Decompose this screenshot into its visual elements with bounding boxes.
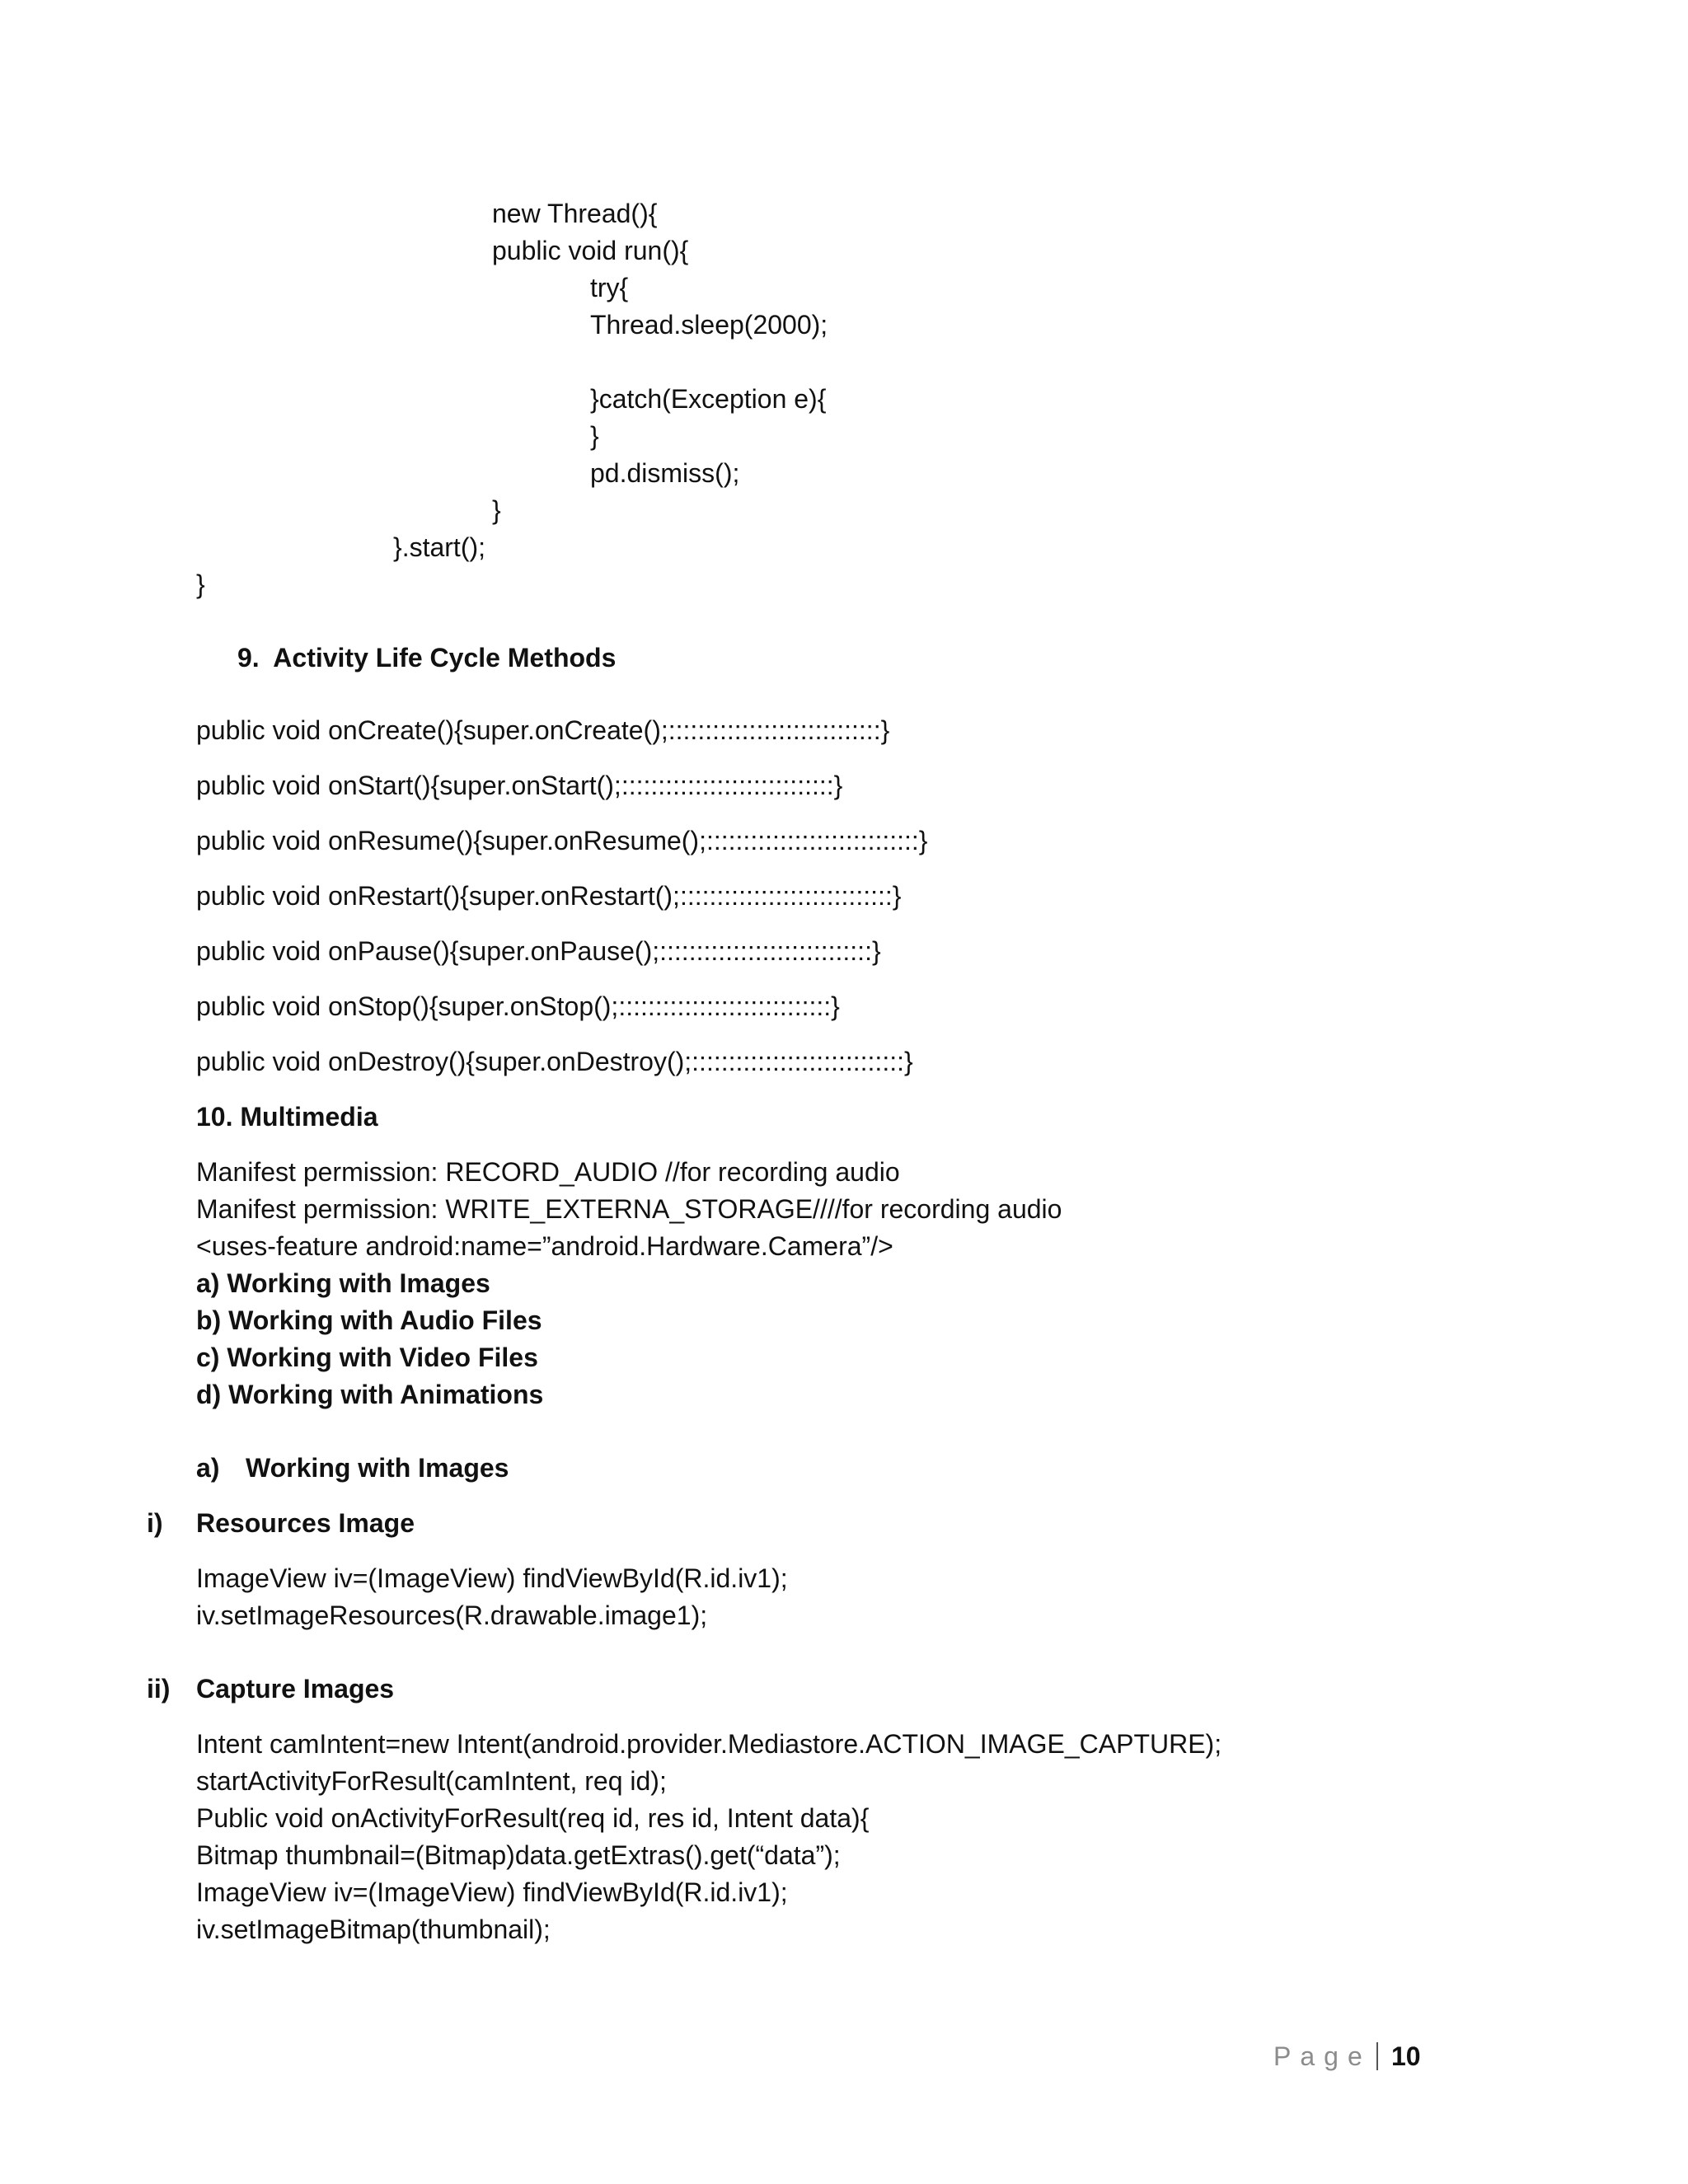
method-line: public void onRestart(){super.onRestart();:::::::::::::::::::::::::::::}: [196, 881, 902, 911]
method-line: public void onCreate(){super.onCreate();:::::::::::::::::::::::::::::}: [196, 715, 890, 745]
code-line: }catch(Exception e){: [590, 384, 827, 414]
method-line: public void onPause(){super.onPause();:::::::::::::::::::::::::::::}: [196, 936, 881, 966]
manifest-line: Manifest permission: RECORD_AUDIO //for recording audio: [196, 1157, 900, 1187]
code-line: ImageView iv=(ImageView) findViewById(R.id.iv1);: [196, 1877, 788, 1907]
code-line: Thread.sleep(2000);: [590, 310, 828, 340]
sub-heading: Working with Images: [246, 1453, 509, 1483]
code-line: }: [590, 421, 599, 451]
manifest-line: Manifest permission: WRITE_EXTERNA_STORAGE////for recording audio: [196, 1194, 1062, 1224]
sub-heading: Resources Image: [196, 1508, 415, 1538]
manifest-line: <uses-feature android:name=”android.Hardware.Camera”/>: [196, 1231, 893, 1261]
code-line: try{: [590, 273, 629, 302]
footer-divider: [1376, 2042, 1378, 2070]
sub-heading: Capture Images: [196, 1674, 395, 1704]
code-line: pd.dismiss();: [590, 458, 740, 488]
code-line: }.start();: [393, 532, 486, 562]
method-line: public void onStart(){super.onStart();:::::::::::::::::::::::::::::}: [196, 771, 843, 800]
method-line: public void onDestroy(){super.onDestroy();:::::::::::::::::::::::::::::}: [196, 1047, 913, 1076]
list-marker: i): [147, 1508, 163, 1538]
code-line: public void run(){: [492, 236, 689, 265]
topic-item: c) Working with Video Files: [196, 1343, 538, 1372]
code-line: Bitmap thumbnail=(Bitmap)data.getExtras().get(“data”);: [196, 1840, 841, 1870]
method-line: public void onStop(){super.onStop();:::::::::::::::::::::::::::::}: [196, 991, 840, 1021]
sub-heading-marker: a): [196, 1453, 220, 1483]
list-marker: ii): [147, 1674, 171, 1704]
section-heading: 10. Multimedia: [196, 1102, 378, 1132]
topic-item: a) Working with Images: [196, 1268, 490, 1298]
topic-item: d) Working with Animations: [196, 1380, 544, 1409]
code-line: iv.setImageResources(R.drawable.image1);: [196, 1601, 708, 1630]
code-line: }: [492, 495, 501, 525]
page-number: 10: [1391, 2041, 1421, 2071]
code-line: }: [196, 569, 205, 599]
code-line: new Thread(){: [492, 199, 658, 228]
code-line: startActivityForResult(camIntent, req id);: [196, 1766, 667, 1796]
section-heading: 9. Activity Life Cycle Methods: [237, 643, 617, 673]
code-line: ImageView iv=(ImageView) findViewById(R.id.iv1);: [196, 1563, 788, 1593]
code-line: Intent camIntent=new Intent(android.provider.Mediastore.ACTION_IMAGE_CAPTURE);: [196, 1729, 1222, 1759]
code-line: Public void onActivityForResult(req id, res id, Intent data){: [196, 1803, 870, 1833]
method-line: public void onResume(){super.onResume();:::::::::::::::::::::::::::::}: [196, 826, 928, 855]
code-line: iv.setImageBitmap(thumbnail);: [196, 1915, 551, 1944]
page-label: Page: [1273, 2041, 1372, 2071]
topic-item: b) Working with Audio Files: [196, 1305, 542, 1335]
